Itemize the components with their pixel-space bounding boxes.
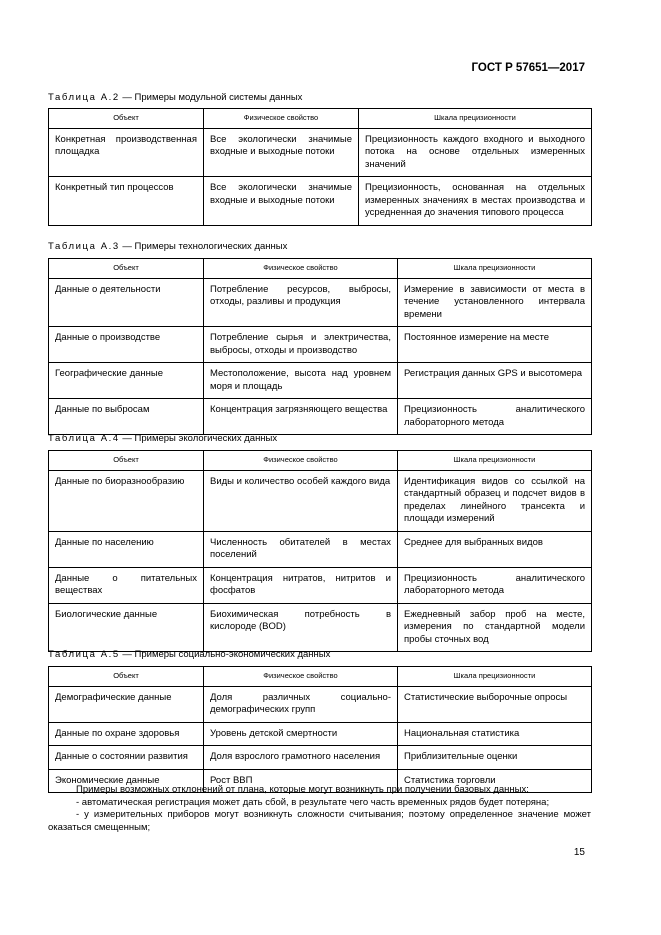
- column-header-object: Объект: [49, 109, 204, 129]
- table-cell: Доля взрослого грамотного населения: [204, 746, 398, 770]
- column-header-precision: Шкала прецизионности: [398, 451, 592, 471]
- table-cell: Среднее для выбранных видов: [398, 531, 592, 567]
- table-caption-a4: [48, 433, 277, 444]
- table-row: [49, 278, 592, 327]
- table-row: [49, 177, 592, 226]
- column-header-precision: Шкала прецизионности: [359, 109, 592, 129]
- table-cell: Статистические выборочные опросы: [398, 686, 592, 722]
- table-cell: Данные о деятельности: [49, 278, 204, 327]
- table-row: [49, 327, 592, 363]
- table-cell: Данные по выбросам: [49, 399, 204, 435]
- column-header-precision: Шкала прецизионности: [398, 259, 592, 279]
- table-header-row: [49, 109, 592, 129]
- table-caption-title: — Примеры социально-экономических данных: [119, 649, 331, 660]
- table-cell: Прецизионность каждого входного и выходного потока на основе отдельных измеренных значений: [359, 128, 592, 177]
- column-header-property: Физическое свойство: [204, 451, 398, 471]
- table-cell: Концентрация загрязняющего вещества: [204, 399, 398, 435]
- table-cell: Биохимическая потребность в кислороде (BOD): [204, 603, 398, 652]
- table-cell: Конкретный тип процессов: [49, 177, 204, 226]
- table-row: [49, 128, 592, 177]
- table-cell: Данные о производстве: [49, 327, 204, 363]
- table-cell: Идентификация видов со ссылкой на стандартный образец и подсчет видов в пределах линейного трансекта и площади измерений: [398, 470, 592, 531]
- table-caption-a5: [48, 649, 330, 660]
- table-cell: Потребление сырья и электричества, выбросы, отходы и производство: [204, 327, 398, 363]
- table-cell: Демографические данные: [49, 686, 204, 722]
- table-row: [49, 363, 592, 399]
- column-header-property: Физическое свойство: [204, 109, 359, 129]
- table-caption-label: Таблица А.4: [48, 433, 120, 444]
- table-cell: Концентрация нитратов, нитритов и фосфатов: [204, 567, 398, 603]
- table-row: [49, 470, 592, 531]
- column-header-property: Физическое свойство: [204, 259, 398, 279]
- footer-list-item: - автоматическая регистрация может дать сбой, в результате чего часть временных рядов будет потеряна;: [76, 796, 550, 808]
- table-cell: Приблизительные оценки: [398, 746, 592, 770]
- table-cell: Данные по биоразнообразию: [49, 470, 204, 531]
- table-cell: Данные по населению: [49, 531, 204, 567]
- table-caption-label: Таблица А.5: [48, 649, 120, 660]
- table-caption-a2: [48, 92, 302, 103]
- table-cell: Виды и количество особей каждого вида: [204, 470, 398, 531]
- table-cell: Ежедневный забор проб на месте, измерения по стандартной модели пробы сточных вод: [398, 603, 592, 652]
- table-row: [49, 567, 592, 603]
- table-cell: Прецизионность, основанная на отдельных измеренных значениях в местах производства и усредненная до значения типового процесса: [359, 177, 592, 226]
- footer-list-item: - у измерительных приборов могут возникнуть сложности считывания; поэтому определенное значение может оказаться смещенным;: [48, 809, 591, 833]
- table-caption-title: — Примеры экологических данных: [119, 433, 278, 444]
- table-cell: Рост ВВП: [204, 769, 398, 793]
- table-row: [49, 399, 592, 435]
- table-cell: Статистика торговли: [398, 769, 592, 793]
- standard-header: ГОСТ Р 57651—2017: [471, 62, 585, 74]
- column-header-property: Физическое свойство: [204, 667, 398, 687]
- table-row: [49, 686, 592, 722]
- table-cell: Данные о питательных веществах: [49, 567, 204, 603]
- footer-text: [48, 784, 591, 834]
- table-caption-title: — Примеры технологических данных: [119, 241, 288, 252]
- footer-paragraph: Примеры возможных отклонений от плана, которые могут возникнуть при получении базовых данных:: [76, 784, 529, 795]
- table-row: [49, 746, 592, 770]
- column-header-object: Объект: [49, 667, 204, 687]
- table-cell: Доля различных социально-демографических групп: [204, 686, 398, 722]
- column-header-object: Объект: [49, 451, 204, 471]
- table-caption-title: — Примеры модульной системы данных: [119, 92, 303, 103]
- table-cell: Данные о состоянии развития: [49, 746, 204, 770]
- table-cell: Потребление ресурсов, выбросы, отходы, разливы и продукция: [204, 278, 398, 327]
- table-row: [49, 722, 592, 746]
- table-cell: Уровень детской смертности: [204, 722, 398, 746]
- table-cell: Постоянное измерение на месте: [398, 327, 592, 363]
- table-cell: Прецизионность аналитического лабораторного метода: [398, 567, 592, 603]
- column-header-precision: Шкала прецизионности: [398, 667, 592, 687]
- table-cell: Все экологически значимые входные и выходные потоки: [204, 177, 359, 226]
- table-header-row: [49, 259, 592, 279]
- table-a4: [48, 450, 592, 652]
- table-cell: Национальная статистика: [398, 722, 592, 746]
- table-a2: [48, 108, 592, 226]
- table-header-row: [49, 451, 592, 471]
- table-header-row: [49, 667, 592, 687]
- table-cell: Конкретная производственная площадка: [49, 128, 204, 177]
- table-cell: Биологические данные: [49, 603, 204, 652]
- table-caption-a3: [48, 241, 287, 252]
- table-a5: [48, 666, 592, 793]
- table-caption-label: Таблица А.2: [48, 92, 120, 103]
- table-row: [49, 603, 592, 652]
- page-number: 15: [573, 847, 585, 858]
- table-cell: Прецизионность аналитического лабораторного метода: [398, 399, 592, 435]
- table-caption-label: Таблица А.3: [48, 241, 120, 252]
- table-cell: Данные по охране здоровья: [49, 722, 204, 746]
- table-cell: Численность обитателей в местах поселений: [204, 531, 398, 567]
- table-a3: [48, 258, 592, 435]
- table-cell: Географические данные: [49, 363, 204, 399]
- table-cell: Все экологически значимые входные и выходные потоки: [204, 128, 359, 177]
- column-header-object: Объект: [49, 259, 204, 279]
- table-cell: Измерение в зависимости от места в течение установленного интервала времени: [398, 278, 592, 327]
- table-cell: Регистрация данных GPS и высотомера: [398, 363, 592, 399]
- table-cell: Местоположение, высота над уровнем моря и площадь: [204, 363, 398, 399]
- table-cell: Экономические данные: [49, 769, 204, 793]
- table-row: [49, 531, 592, 567]
